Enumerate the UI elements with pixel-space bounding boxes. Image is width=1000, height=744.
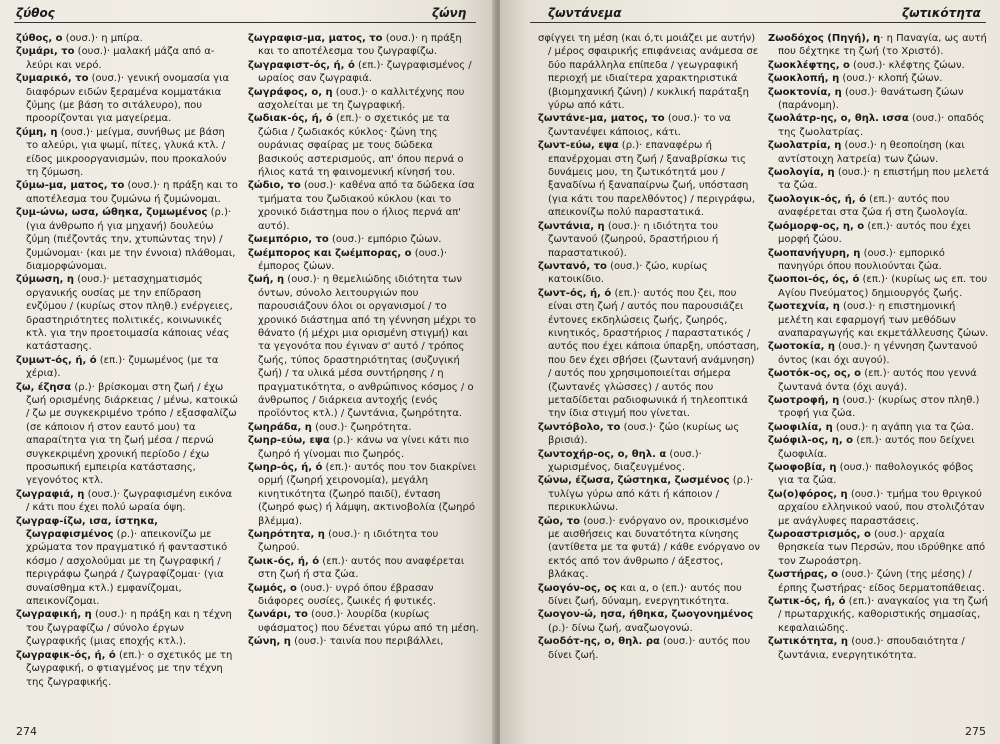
dictionary-entry	[768, 421, 990, 434]
entry-headword: ζωντανό, το	[538, 260, 607, 272]
dictionary-entry	[768, 434, 990, 461]
entry-headword: ζύμω-μα, ματος, το	[16, 180, 125, 192]
dictionary-entry	[16, 45, 238, 72]
entry-definition: (επ.)· αυτός που αναφέρεται στη ζωή ή στα ζώα.	[258, 555, 465, 581]
right-header-rule	[530, 22, 986, 23]
entry-headword: ζωολάτρ-ης, ο, θηλ. ισσα	[768, 113, 909, 125]
entry-definition: (ουσ.)· οπαδός της ζωολατρίας.	[778, 113, 985, 138]
dictionary-entry	[16, 488, 238, 515]
entry-headword: ζώνη, η	[248, 636, 291, 648]
entry-definition: (ρ.)· κάνω να γίνει κάτι πιο ζωηρό ή γίνομαι πιο ζωηρός.	[258, 435, 469, 460]
entry-headword: ζωοτοκία, η	[768, 341, 835, 353]
dictionary-entry	[768, 166, 990, 193]
entry-definition: (ουσ.)· ταινία που περιβάλλει,	[290, 636, 444, 648]
entry-definition: (ουσ.)· τμήμα του θριγκού αρχαίου ελληνικού ναού, που στολιζόταν με ανάγλυφες παραστάσεις.	[778, 488, 985, 527]
dictionary-entry	[768, 635, 990, 662]
entry-definition: (ουσ.)· η πράξη και η τέχνη του ζωγραφίζω / σύνολο έργων ζωγραφικής (μιας εποχής κτλ.).	[26, 609, 232, 648]
dictionary-entry	[538, 287, 760, 421]
dictionary-entry	[768, 112, 990, 139]
entry-definition: (επ.)· (κυρίως ως επ. του Αγίου Πνεύματος) δημιουργός ζωής.	[778, 274, 988, 299]
entry-headword: ζωοφοβία, η	[768, 462, 837, 473]
dictionary-entry	[248, 582, 480, 609]
left-page-number: 274	[16, 725, 37, 738]
dictionary-entry	[538, 139, 760, 219]
entry-headword: ζυμωτ-ός, ή, ό	[16, 354, 97, 366]
dictionary-entry	[248, 635, 480, 648]
entry-definition: (ουσ.)· η γέννηση ζωντανού όντος (και όχι αυγού).	[778, 341, 978, 366]
entry-definition: (επ.)· ζωγραφισμένος / ωραίος σαν ζωγραφιά.	[258, 59, 472, 85]
entry-definition: (ουσ.)· το να ζωντανέψει κάποιος, κάτι.	[548, 113, 731, 138]
dictionary-entry	[768, 59, 990, 72]
entry-definition: (ουσ.)· ζώο (κυρίως ως βρισιά).	[548, 421, 740, 447]
dictionary-entry	[768, 528, 990, 568]
entry-definition: (ουσ.)· θανάτωση ζώων (παράνομη).	[778, 86, 964, 112]
entry-definition: (ουσ.)· μαλακή μάζα από α-λεύρι και νερό.	[26, 46, 215, 71]
entry-definition: (ουσ.)· παθολογικός φόβος για τα ζώα.	[778, 462, 974, 487]
right-header-start: ζωντάνεμα	[548, 6, 622, 20]
entry-definition: (ουσ.)· χωρισμένος, διαζευγμένος.	[548, 448, 702, 473]
entry-headword: ζωοκτονία, η	[768, 86, 842, 98]
entry-definition: (επ.)· αυτός που ζει, που είναι στη ζωή / αυτός που παρουσιάζει έντονες εκδηλώσεις ζωής, ζωηρός, κινητικός, δραστήριος / παραστατικός / αυτός που έχει κάποια ύπαρξη, υπόσταση, που δεν έχει σβήσει (ζωντανή ανάμνηση) / αυτός που χρησιμοποιείται σήμερα (ζωντανές γλώσσες) / αυτός που μεταδίδεται ραδιοφωνικά ή τηλεοπτικά την ίδια στιγμή που γίνεται.	[548, 287, 760, 420]
dictionary-entry	[16, 126, 238, 180]
dictionary-entry	[248, 86, 480, 113]
left-header-start: ζύθος	[16, 6, 55, 20]
entry-definition: (επ.)· ο σχετικός με τα ζώδια / ζωδιακός κύκλος· ζώνη της ουράνιας σφαίρας με τους δώδεκα βασικούς αστερισμούς, απ' όπου περνά ο ήλιος κατά τη φαινομενική κίνησή του.	[258, 113, 464, 179]
entry-headword: Ζωοδόχος (Πηγή), η	[768, 33, 881, 44]
entry-definition: (ουσ.)· αρχαία θρησκεία των Περσών, που ιδρύθηκε από τον Ζωροάστρη.	[778, 529, 986, 567]
dictionary-entry	[248, 112, 480, 179]
entry-headword: ζωικ-ός, ή, ό	[248, 555, 320, 567]
dictionary-entry	[768, 394, 990, 421]
entry-headword: ζωντάνε-μα, ματος, το	[538, 113, 665, 125]
entry-headword: ζωντ-εύω, εψα	[538, 140, 619, 152]
entry-definition: (ρ.)· τυλίγω γύρω από κάτι ή κάποιον / περικυκλώνω.	[548, 475, 754, 514]
dictionary-entry	[538, 448, 760, 475]
entry-definition: (ρ.)· (για άνθρωπο ή για μηχανή) δουλεύω ζύμη (πιέζοντάς την, χτυπώντας την) / ζυμώνομαι· (και με την έννοια) πλάθομαι, διαμορφώνομαι.	[26, 207, 236, 272]
entry-headword: ζωοκλοπή, η	[768, 73, 840, 85]
entry-definition: (επ.)· ο σχετικός με τη ζωγραφική, ο φτιαγμένος με την τέχνη της ζωγραφικής.	[26, 649, 233, 688]
entry-definition: (ρ.)· απεικονίζω με χρώματα τον πραγματικό ή φανταστικό κόσμο / ασχολούμαι με τη ζωγραφική / περιγράφω ζωηρά / ζωγραφίζομαι· (για συναίσθημα κτλ.) εμφανίζομαι, απεικονίζομαι.	[26, 529, 228, 608]
entry-headword: ζωδιακ-ός, ή, ό	[248, 113, 333, 125]
entry-definition: (ουσ.)· η θεμελιώδης ιδιότητα των όντων, σύνολο λειτουργιών που παρουσιάζουν όλοι οι οργανισμοί / το χρονικό διάστημα από τη γέννηση μέχρι το θάνατο (ή μέχρι μια ορισμένη στιγμή) και τα γεγονότα που έγιναν σ' αυτό / τρόπος ζωής, τύπος δραστηριότητας (συζυγική ζωή) / τα υλικά μέσα συντήρησης / η πραγματικότητα, ο ανθρώπινος κόσμος / ο άνθρωπος / διάρκεια αντοχής (ενός προϊόντος κτλ.) / ζωντάνια, ζωηρότητα.	[258, 274, 477, 420]
dictionary-entry	[16, 72, 238, 126]
left-page	[0, 0, 496, 744]
entry-definition: (ουσ.)· μείγμα, συνήθως με βάση το αλεύρι, για ψωμί, πίτες, γλυκά κτλ. / είδος μικροοργανισμών, που προκαλούν τη ζύμωση.	[26, 126, 227, 179]
entry-headword: ζωντάνια, η	[538, 220, 605, 232]
entry-headword: ζωντ-ός, ή, ό	[538, 287, 612, 299]
entry-headword: ζωέμπορος και ζωέμπορας, ο	[248, 247, 412, 259]
entry-definition: (ουσ.)· η πράξη και το αποτέλεσμα του ζωγραφίζω.	[258, 33, 462, 58]
dictionary-entry	[248, 32, 480, 59]
entry-headword: ζύθος, ο	[16, 33, 63, 44]
dictionary-entry	[768, 247, 990, 274]
entry-headword: ζωοτεχνία, η	[768, 301, 840, 313]
entry-headword: ζωηρ-εύω, εψα	[248, 435, 330, 447]
dictionary-entry	[16, 206, 238, 273]
dictionary-entry	[768, 193, 990, 220]
dictionary-entry	[538, 421, 760, 448]
entry-headword: ζυμαρικό, το	[16, 73, 89, 85]
dictionary-entry	[248, 59, 480, 86]
entry-headword: ζωγραφιά, η	[16, 488, 85, 500]
entry-headword: ζωηράδα, η	[248, 421, 312, 433]
entry-definition: (ουσ.)· η ιδιότητα του ζωηρού.	[258, 529, 439, 554]
dictionary-entry	[248, 555, 480, 582]
dictionary-entry	[768, 595, 990, 635]
entry-definition: (ουσ.)· έμπορος ζώων.	[258, 247, 448, 272]
entry-headword: ζωηρ-ός, ή, ό	[248, 462, 323, 473]
entry-definition: (ουσ.)· η επιστήμη που μελετά τα ζώα.	[778, 167, 990, 192]
entry-headword: ζώο, το	[538, 515, 581, 527]
dictionary-entry	[16, 32, 238, 45]
dictionary-entry	[16, 179, 238, 206]
entry-headword: ζωγραφισ-μα, ματος, το	[248, 33, 383, 44]
entry-headword: ζωγραφ-ίζω, ισα, ίστηκα, ζωγραφισμένος	[16, 515, 158, 541]
entry-headword: ζωογόν-ος, ος	[538, 582, 617, 594]
entry-definition: (ουσ.)· μετασχηματισμός οργανικής ουσίας με την επίδραση ενζύμου / (κυρίως στον πληθ.) ενέργειες, δραστηριότητες πολιτικές, κοινωνικές κτλ. για την προετοιμασία κάποιας νέας κατάστασης.	[26, 274, 233, 353]
entry-definition: (ουσ.)· εμπόριο ζώων.	[328, 234, 442, 246]
entry-definition: (ουσ.)· ενόργανο ον, προικισμένο με αισθήσεις και δυνατότητα κίνησης (αντίθετα με τα φυτά) / κάθε ενόργανο ον εκτός από τον άνθρωπο / άξεστος, βλάκας.	[548, 515, 760, 581]
left-header-rule	[14, 22, 476, 23]
entry-definition: (επ.)· αναγκαίος για τη ζωή / πρωταρχικής, καθοριστικής σημασίας, κεφαλαιώδης.	[778, 596, 988, 634]
entry-headword: ζύμωση, η	[16, 274, 75, 286]
entry-headword: ζωηρότητα, η	[248, 529, 325, 541]
dictionary-entry	[248, 434, 480, 461]
entry-definition: (ουσ.)· (κυρίως στον πληθ.) τροφή για ζώα.	[778, 394, 980, 420]
dictionary-entry	[538, 582, 760, 609]
entry-headword: ζωντόβολο, το	[538, 421, 621, 433]
dictionary-entry	[16, 273, 238, 353]
dictionary-entry	[248, 421, 480, 434]
entry-headword: ζωολογικ-ός, ή, ό	[768, 193, 866, 205]
entry-headword: ζωή, η	[248, 274, 285, 286]
entry-definition: (ουσ.)· σπουδαιότητα / ζωντάνια, ενεργητικότητα.	[778, 636, 965, 661]
entry-definition: (ουσ.)· η μπίρα.	[62, 33, 143, 44]
entry-headword: ζωόφιλ-ος, η, ο	[768, 435, 854, 447]
entry-headword: ζω(ο)φόρος, η	[768, 488, 848, 500]
entry-definition: (ουσ.)· η θεοποίηση (και αντίστοιχη λατρεία) των ζώων.	[778, 140, 965, 165]
entry-headword: ζωολατρία, η	[768, 140, 842, 152]
dictionary-entry	[768, 139, 990, 166]
entry-headword: ζωροαστρισμός, ο	[768, 529, 871, 541]
dictionary-entry	[16, 608, 238, 648]
entry-headword: ζωγραφική, η	[16, 609, 92, 621]
right-column-2	[768, 32, 990, 722]
entry-headword: ζωοκλέφτης, ο	[768, 59, 850, 71]
entry-definition: (ουσ.)· ο καλλιτέχνης που ασχολείται με τη ζωγραφική.	[258, 86, 465, 112]
entry-definition: (ουσ.)· η πράξη και το αποτέλεσμα του ζυμώνω ή ζυμώνομαι.	[26, 180, 238, 205]
entry-definition: (ουσ.)· κλέφτης ζώων.	[849, 59, 965, 71]
dictionary-entry	[248, 247, 480, 274]
entry-headword: ζωνάρι, το	[248, 609, 308, 621]
left-column-2	[248, 32, 480, 722]
entry-headword: ζωστήρας, ο	[768, 569, 838, 581]
dictionary-entry	[768, 220, 990, 247]
dictionary-entry	[768, 461, 990, 488]
entry-definition: (ουσ.)· ζώο, κυρίως κατοικίδιο.	[548, 260, 708, 286]
entry-definition: (επ.)· αυτός που δείχνει ζωοφιλία.	[778, 435, 975, 460]
entry-headword: ζωόμορφ-ος, η, ο	[768, 220, 865, 232]
entry-headword: ζω, έζησα	[16, 381, 72, 393]
entry-definition: (ρ.)· δίνω ζωή, αναζωογονώ.	[548, 622, 693, 634]
dictionary-entry	[768, 488, 990, 528]
entry-definition: (ουσ.)· η αγάπη για τα ζώα.	[832, 421, 975, 433]
entry-headword: ζωοφιλία, η	[768, 421, 833, 433]
entry-definition: (ουσ.)· υγρό όπου έβρασαν διάφορες ουσίες, ζωικές ή φυτικές.	[258, 582, 437, 608]
entry-headword: ζωτικότητα, η	[768, 636, 849, 648]
dictionary-entry	[768, 300, 990, 340]
entry-headword: ζωγραφιστ-ός, ή, ό	[248, 59, 355, 71]
entry-headword: ζωγραφικ-ός, ή, ό	[16, 649, 116, 661]
dictionary-entry	[538, 220, 760, 260]
dictionary-entry	[768, 340, 990, 367]
entry-definition: (ουσ.)· η επιστημονική μελέτη και εφαρμογή των μεθόδων αναπαραγωγής και εκμετάλλευσης ζώων.	[778, 301, 989, 339]
entry-definition: (επ.)· αυτός που γεννά ζωντανά όντα (όχι αυγά).	[778, 368, 977, 393]
entry-definition: (ουσ.)· καθένα από τα δώδεκα ίσα τμήματα του ζωδιακού κύκλου (και το χρονικό διάστημα που ο ήλιος περνά απ' αυτό).	[258, 180, 475, 232]
entry-definition: (επ.)· αυτός που τον διακρίνει ορμή (ζωηρή χειρονομία), μεγάλη κινητικότητα (ζωηρό παιδί), ένταση (ζωηρό φως) ή λάμψη, ακτινοβολία (ζωηρό βλέμμα).	[258, 462, 476, 527]
dictionary-entry	[538, 474, 760, 514]
dictionary-entry	[538, 260, 760, 287]
entry-headword: ζωτικ-ός, ή, ό	[768, 596, 846, 608]
entry-definition: (επ.)· αυτός που αναφέρεται στα ζώα ή στη ζωολογία.	[778, 193, 968, 219]
dictionary-entry	[248, 233, 480, 246]
entry-headword: ζώνω, έζωσα, ζώστηκα, ζωσμένος	[538, 475, 730, 487]
entry-headword: ζωγράφος, ο, η	[248, 86, 333, 98]
dictionary-entry	[16, 515, 238, 609]
entry-headword: ζωοποι-ός, ός, ό	[768, 274, 860, 286]
dictionary-entry	[538, 608, 760, 635]
entry-definition: (ουσ.)· αυτός που δίνει ζωή.	[548, 636, 751, 661]
entry-definition: (ουσ.)· ζωγραφισμένη εικόνα / κάτι που έχει πολύ ωραία όψη.	[26, 488, 233, 514]
dictionary-entry	[538, 112, 760, 139]
dictionary-entry	[16, 381, 238, 488]
dictionary-entry	[248, 179, 480, 233]
entry-definition: (επ.)· ζυμωμένος (με τα χέρια).	[26, 354, 219, 380]
right-header-end: ζωτικότητα	[902, 6, 981, 20]
entry-headword: ζωμός, ο	[248, 582, 297, 594]
entry-definition: (ουσ.)· εμπορικό πανηγύρι όπου πουλιούνται ζώα.	[778, 247, 945, 272]
dictionary-entry	[768, 32, 990, 59]
dictionary-entry	[538, 32, 760, 112]
dictionary-entry	[248, 461, 480, 528]
entry-definition: · η Παναγία, ως αυτή που δέχτηκε τη ζωή (το Χριστό).	[778, 33, 987, 58]
dictionary-entry	[768, 367, 990, 394]
entry-definition: (ουσ.)· ζώνη (της μέσης) / έρπης ζωστήρας· είδος δερματοπάθειας.	[778, 569, 986, 594]
dictionary-entry	[538, 635, 760, 662]
entry-headword: ζυμάρι, το	[16, 46, 75, 58]
dictionary-entry	[16, 649, 238, 689]
entry-headword: ζωοτόκ-ος, ος, ο	[768, 368, 862, 380]
entry-headword: ζωογον-ώ, ησα, ήθηκα, ζωογονημένος	[538, 609, 754, 621]
dictionary-entry	[538, 515, 760, 582]
dictionary-entry	[248, 608, 480, 635]
entry-definition: (ρ.)· βρίσκομαι στη ζωή / έχω ζωή ορισμένης διάρκειας / μένω, κατοικώ / ζω με συγκεκριμένο τρόπο / εξασφαλίζω (σε κάποιον ή στον εαυτό μου) τα απαραίτητα για τη ζωή μέσα / περνώ συγκεκριμένη χρονική περίοδο / έχω προσωπική εμπειρία κατάστασης, γεγονότος κτλ.	[26, 381, 238, 487]
right-page-number: 275	[965, 725, 986, 738]
entry-definition: (ουσ.)· ζωηρότητα.	[311, 421, 412, 433]
entry-definition: (ουσ.)· γενική ονομασία για διαφόρων ειδών ξεραμένα κομματάκια ζύμης (με βάση το σιτάλευρο), που προορίζονται για μαγείρεμα.	[26, 73, 230, 125]
dictionary-entry	[248, 528, 480, 555]
entry-definition: και α, ο (επ.)· αυτός που δίνει ζωή, δύναμη, ενεργητικότητα.	[548, 582, 742, 608]
right-page	[500, 0, 1000, 744]
entry-headword: ζωοτροφή, η	[768, 394, 840, 406]
dictionary-entry	[768, 273, 990, 300]
entry-definition: (ρ.)· επαναφέρω ή επανέρχομαι στη ζωή / ξαναβρίσκω τις δυνάμεις μου, τη ζωτικότητά μου / ξαναδίνω ή ξαναπαίρνω ζωή, υπόσταση (για κάτι του παρελθόντος) / περιγράφω, απεικονίζω πολύ παραστατικά.	[548, 140, 756, 219]
entry-headword: ζυμ-ώνω, ωσα, ώθηκα, ζυμωμένος	[16, 207, 208, 219]
left-column-1	[16, 32, 238, 722]
entry-definition: (ουσ.)· η ιδιότητα του ζωντανού (ζωηρού, δραστήριου ή παραστατικού).	[548, 220, 719, 259]
entry-headword: ζωοδότ-ης, ο, θηλ. ρα	[538, 636, 660, 648]
entry-definition: (ουσ.)· κλοπή ζώων.	[839, 73, 943, 85]
entry-headword: ζωεμπόριο, το	[248, 234, 329, 246]
entry-headword: ζωοπανήγυρη, η	[768, 247, 861, 259]
entry-definition: (ουσ.)· λουρίδα (κυρίως υφάσματος) που δένεται γύρω από τη μέση.	[258, 609, 479, 634]
dictionary-entry	[16, 354, 238, 381]
entry-headword: ζύμη, η	[16, 126, 58, 138]
entry-headword: ζωντοχήρ-ος, ο, θηλ. α	[538, 448, 667, 460]
dictionary-entry	[768, 72, 990, 85]
left-header-end: ζώνη	[432, 6, 467, 20]
entry-definition: σφίγγει τη μέση (και ό,τι μοιάζει με αυτήν) / μέρος σφαιρικής επιφάνειας ανάμεσα σε δύο παράλληλα επίπεδα / γεωγραφική περιοχή με ιδιαίτερα χαρακτηριστικά (βιομηχανική ζώνη) / κυκλική παράταξη γύρω από κάτι.	[538, 33, 759, 112]
entry-definition: (επ.)· αυτός που έχει μορφή ζώου.	[778, 220, 971, 246]
right-column-1	[538, 32, 760, 722]
entry-headword: ζωολογία, η	[768, 167, 835, 179]
dictionary-entry	[248, 273, 480, 420]
dictionary-entry	[768, 86, 990, 113]
dictionary-entry	[768, 568, 990, 595]
entry-headword: ζώδιο, το	[248, 180, 301, 192]
